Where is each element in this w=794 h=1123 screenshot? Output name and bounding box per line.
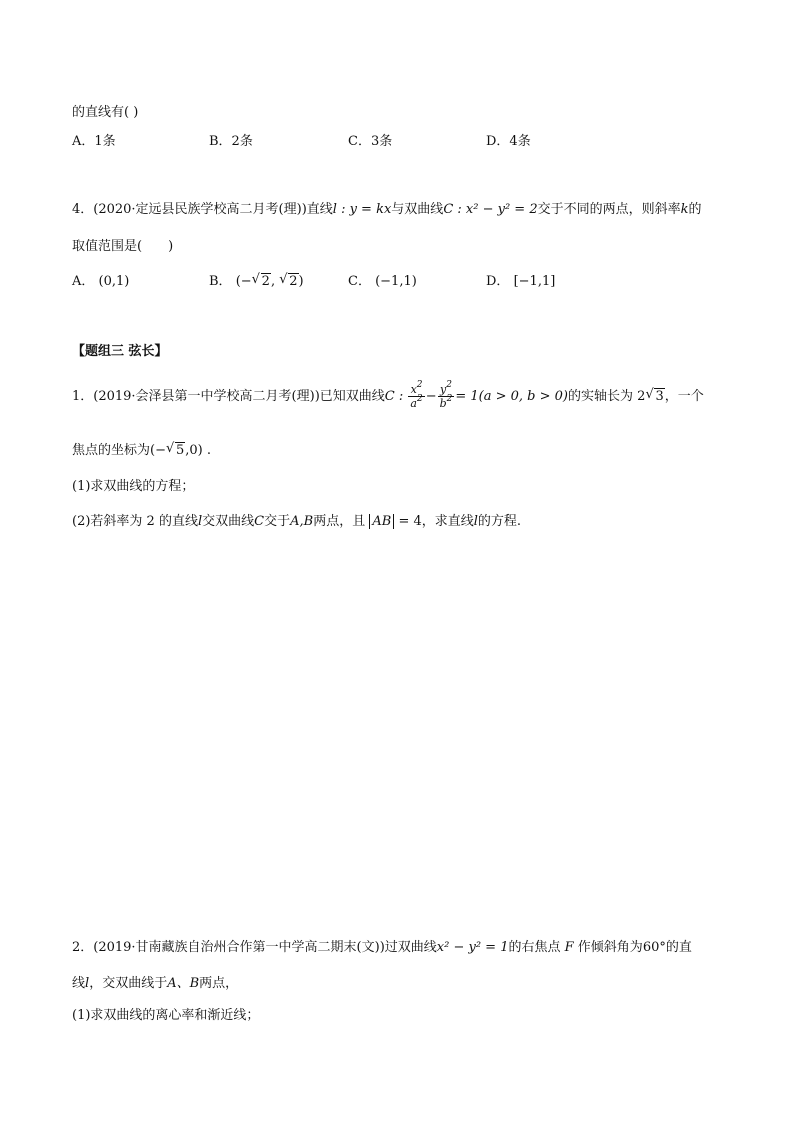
math-abs-ab: AB <box>369 514 394 529</box>
q4-tail2-text: 的 <box>688 202 702 217</box>
q4-curve-equation: C : x² − y² = 2 <box>443 202 538 217</box>
p2-line2-text-b: ，交双曲线于 <box>89 976 168 991</box>
p1-tail-text: 的实轴长为 <box>568 389 634 404</box>
p1-line2-text: 焦点的坐标为 <box>72 443 151 458</box>
q4-option-b-label: B． <box>209 274 232 289</box>
p2-mid-text: 的右焦点 <box>508 940 561 955</box>
q4-option-a <box>72 273 129 291</box>
q4-stem-line1 <box>72 201 702 219</box>
p2-points: A、B <box>167 976 200 991</box>
q3-option-a: A．1条 <box>72 134 116 149</box>
q4-source: 4．(2020·定远县民族学校高二月考(理))直线 <box>72 202 333 217</box>
p2-stem-line1 <box>72 939 692 957</box>
p2-angle: 60° <box>642 940 666 955</box>
math-ab: A,B <box>290 514 314 529</box>
p2-line2-text-d: 两点， <box>199 976 239 991</box>
p2-stem-line2 <box>72 975 238 993</box>
q3-tail: 的直线有( ) <box>72 105 139 120</box>
q4-option-b: B． (− √ 2, √ 2) <box>209 272 304 289</box>
p1-stem-line2: 焦点的坐标为(− √ 5,0) . <box>72 441 212 458</box>
p1-source: 1．(2019·会泽县第一中学校高二月考(理))已知双曲线 <box>72 389 385 404</box>
q4-option-d-value: [−1,1] <box>513 274 556 289</box>
p1-curve-label: C : <box>384 389 404 404</box>
q3-option-c: C．3条 <box>348 134 393 149</box>
p2-mid2-text: 作倾斜角为 <box>577 940 643 955</box>
sqrt-symbol: √ 2 <box>251 272 270 289</box>
p2-tail-text: 的直 <box>665 940 692 955</box>
p1-line2-end: . <box>206 443 212 458</box>
p1-part2 <box>72 513 521 531</box>
sqrt-symbol: √ 3 <box>645 387 664 404</box>
q4-option-a-value: (0,1) <box>98 274 130 289</box>
q4-option-c-label: C． <box>348 274 371 289</box>
math-l: l <box>473 514 478 529</box>
p1-part2-text-a: (2)若斜率为 2 的直线 <box>72 514 198 529</box>
math-l: l <box>85 976 90 991</box>
q4-k-symbol: k <box>680 202 689 217</box>
section-heading: 【题组三 弦长】 <box>72 344 168 359</box>
q4-option-c <box>348 273 417 291</box>
q4-line-equation: l : y = kx <box>332 202 392 217</box>
sqrt-symbol: √ 5 <box>165 441 185 458</box>
p2-part1: (1)求双曲线的离心率和渐近线； <box>72 1008 260 1023</box>
fraction-y2-b2: $\frac{y^2}{b^2}$ <box>439 380 453 410</box>
fraction-x2-a2: $\frac{x^2}{a^2}$ <box>410 380 423 410</box>
p1-stem-line1: 1．(2019·会泽县第一中学校高二月考(理))已知双曲线C : $\frac{x^2}{a^2}$ − $\frac{y^2}{b^2}$ = 1(a > 0, b > 0)的实轴长为 2 √ 3，一个 <box>72 380 704 410</box>
p1-part2-text-e: = 4，求直线 <box>398 514 474 529</box>
p1-part1: (1)求双曲线的方程； <box>72 479 195 494</box>
q4-stem-line2: 取值范围是( ) <box>72 239 174 254</box>
q4-mid-text: 与双曲线 <box>391 202 444 217</box>
p1-part2-text-d: 两点，且 <box>313 514 366 529</box>
q4-option-d-label: D． <box>486 274 510 289</box>
p2-line2-text-a: 线 <box>72 976 86 991</box>
p1-tail2-text: ，一个 <box>664 389 704 404</box>
q4-option-a-label: A． <box>72 274 95 289</box>
q4-tail-text: 交于不同的两点，则斜率 <box>537 202 681 217</box>
p1-part2-text-b: 交双曲线 <box>202 514 255 529</box>
q4-option-d <box>486 273 555 291</box>
q3-option-d: D．4条 <box>486 134 531 149</box>
p1-part2-text-f: 的方程. <box>477 514 522 529</box>
p2-source: 2．(2019·甘南藏族自治州合作第一中学高二期末(文))过双曲线 <box>72 940 437 955</box>
q4-option-c-value: (−1,1) <box>375 274 417 289</box>
p1-part2-text-c: 交于 <box>264 514 291 529</box>
math-l: l <box>197 514 203 529</box>
sqrt-symbol: √ 2 <box>279 272 298 289</box>
p2-equation: x² − y² = 1 <box>436 940 509 955</box>
q3-option-b: B．2条 <box>209 134 253 149</box>
p2-focus-label: F <box>564 940 574 955</box>
math-c: C <box>254 514 265 529</box>
p1-condition: = 1(a > 0, b > 0) <box>455 389 569 404</box>
